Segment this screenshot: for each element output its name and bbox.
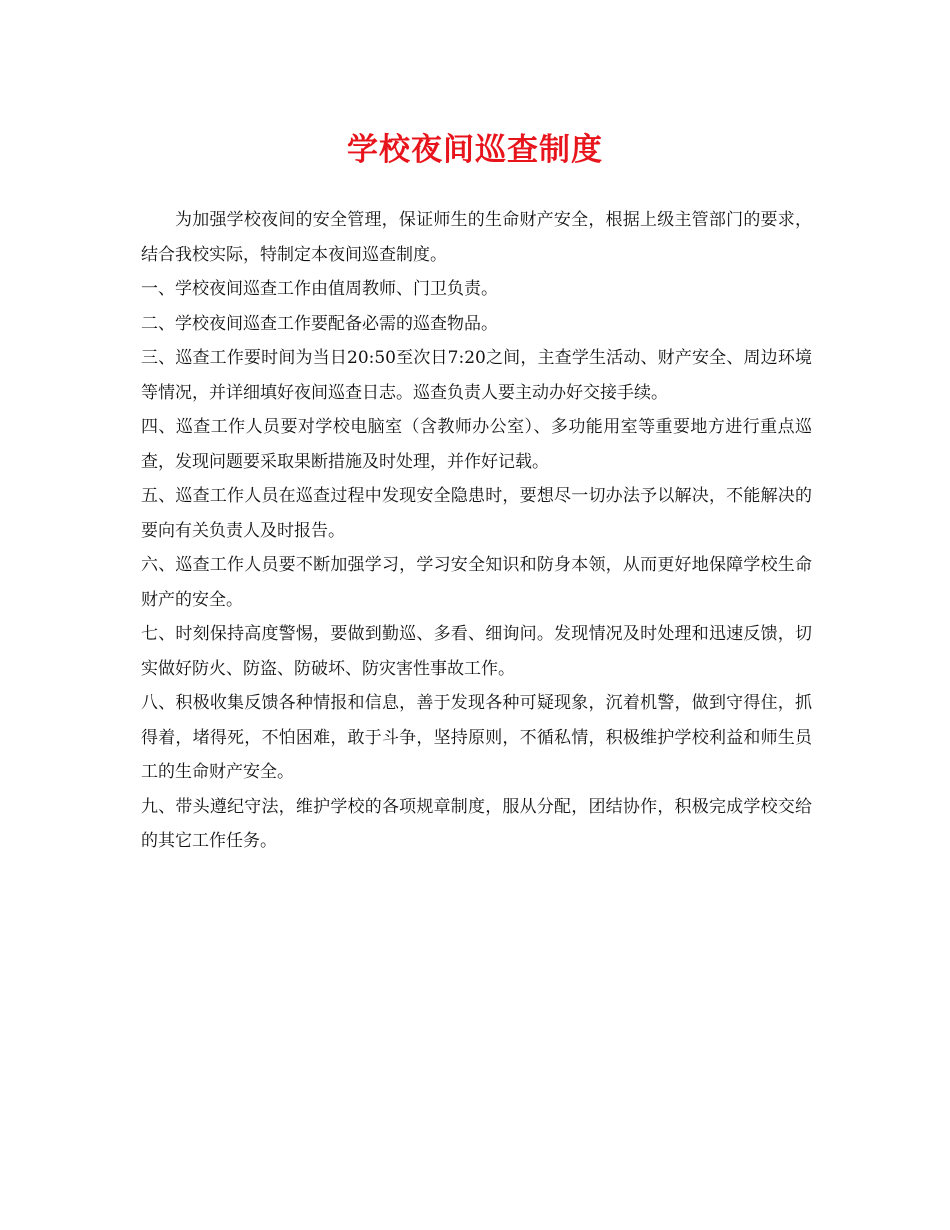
document-body	[141, 203, 812, 859]
rule-item-3: 三、巡查工作要时间为当日20:50至次日7:20之间，主查学生活动、财产安全、周边环境等情况，并详细填好夜间巡查日志。巡查负责人要主动办好交接手续。	[141, 348, 812, 403]
rule-item-4: 四、巡查工作人员要对学校电脑室（含教师办公室）、多功能用室等重要地方进行重点巡查，发现问题要采取果断措施及时处理，并作好记载。	[141, 417, 812, 472]
rule-item-8: 八、积极收集反馈各种情报和信息，善于发现各种可疑现象，沉着机警，做到守得住，抓得着，堵得死，不怕困难，敢于斗争，坚持原则，不循私情，积极维护学校利益和师生员工的生命财产安全。	[141, 693, 812, 782]
rule-item-7: 七、时刻保持高度警惕，要做到勤巡、多看、细询问。发现情况及时处理和迅速反馈，切实做好防火、防盗、防破坏、防灾害性事故工作。	[141, 624, 812, 679]
rule-item-9: 九、带头遵纪守法，维护学校的各项规章制度，服从分配，团结协作，积极完成学校交给的其它工作任务。	[141, 796, 812, 851]
intro-paragraph: 为加强学校夜间的安全管理，保证师生的生命财产安全，根据上级主管部门的要求，结合我校实际，特制定本夜间巡查制度。	[141, 210, 812, 265]
rule-item-1: 一、学校夜间巡查工作由值周教师、门卫负责。	[141, 279, 498, 299]
rule-item-2: 二、学校夜间巡查工作要配备必需的巡查物品。	[141, 313, 498, 334]
rule-item-5: 五、巡查工作人员在巡查过程中发现安全隐患时，要想尽一切办法予以解决，不能解决的要向有关负责人及时报告。	[141, 486, 812, 541]
rule-item-6: 六、巡查工作人员要不断加强学习，学习安全知识和防身本领，从而更好地保障学校生命财产的安全。	[141, 555, 812, 610]
document-title: 学校夜间巡查制度	[347, 132, 603, 168]
